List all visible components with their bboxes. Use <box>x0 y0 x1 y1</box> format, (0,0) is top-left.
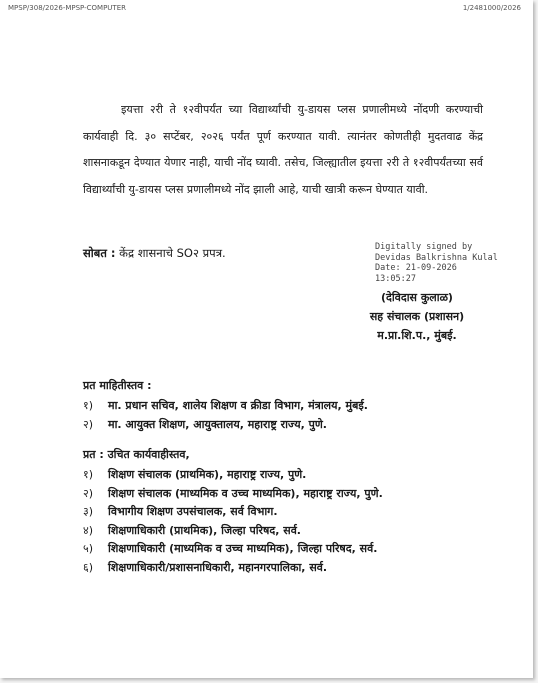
enclosure-line <box>83 246 226 261</box>
signature-line-4: 13:05:27 <box>375 273 416 284</box>
list-item-text: शिक्षण संचालक (प्राथमिक), महाराष्ट्र राज्य, पुणे. <box>108 468 307 481</box>
copy-action-title: प्रत : उचित कार्यवाहीस्तव, <box>83 448 190 461</box>
reference-number: MPSP/308/2026-MPSP-COMPUTER <box>8 4 126 12</box>
list-item-number: ४) <box>83 523 94 537</box>
list-item <box>83 416 368 435</box>
list-item-text: शिक्षण संचालक (माध्यमिक व उच्च माध्यमिक), महाराष्ट्र राज्य, पुणे. <box>108 486 383 500</box>
copy-info-title: प्रत माहितीस्तव : <box>83 379 152 392</box>
list-item <box>83 466 383 485</box>
list-item <box>83 522 383 541</box>
list-item <box>83 485 383 504</box>
signature-line-1: Digitally signed by <box>375 242 473 252</box>
enclosure-label: सोबत : <box>83 246 116 260</box>
list-item-number: १) <box>83 399 94 412</box>
list-item-number: ६) <box>83 560 94 574</box>
list-item <box>83 540 383 559</box>
copy-info-list <box>83 397 368 434</box>
signatory-designation: सह संचालक (प्रशासन) <box>369 310 465 323</box>
list-item-number: २) <box>83 486 94 500</box>
list-item-number: ५) <box>83 542 94 555</box>
list-item-text: मा. प्रधान सचिव, शालेय शिक्षण व क्रीडा विभाग, मंत्रालय, मुंबई. <box>108 399 368 412</box>
copy-action-list <box>83 466 383 577</box>
list-item-text: शिक्षणाधिकारी (प्राथमिक), जिल्हा परिषद, सर्व. <box>108 523 301 537</box>
list-item-number: २) <box>83 417 94 431</box>
list-item <box>83 397 368 416</box>
list-item <box>83 503 383 522</box>
list-item-number: ३) <box>83 505 94 518</box>
signatory-name: (देविदास कुलाळ) <box>381 291 453 304</box>
list-item <box>83 559 383 578</box>
signature-line-3: Date: 21-09-2026 <box>375 263 457 273</box>
digital-signature <box>375 242 498 284</box>
file-number: 1/2481000/2026 <box>462 4 521 12</box>
list-item-text: शिक्षणाधिकारी/प्रशासनाधिकारी, महानगरपालिका, सर्व. <box>108 560 328 574</box>
list-item-text: मा. आयुक्त शिक्षण, आयुक्तालय, महाराष्ट्र राज्य, पुणे. <box>108 417 327 431</box>
signature-line-2: Devidas Balkrishna Kulal <box>375 252 498 263</box>
enclosure-text: केंद्र शासनाचे SO२ प्रपत्र. <box>119 246 226 260</box>
body-paragraph: इयत्ता २री ते १२वीपर्यंत च्या विद्यार्थ्यांची यु-डायस प्लस प्रणालीमध्ये नोंदणी करण्याची कार्यवाही दि. ३० सप्टेंबर, २०२६ पर्यंत पूर्ण करण्यात यावी. त्यानंतर कोणतीही मुदतवाढ केंद्र शासनाकडून देण्यात येणार नाही, याची नोंद घ्यावी. तसेच, जिल्ह्यातील इयत्ता २री ते १२वीपर्यंतच्या सर्व विद्यार्थ्यांची यु-डायस प्लस प्रणालीमध्ये नोंद झाली आहे, याची खात्री करून घेण्यात यावी. <box>83 103 483 196</box>
list-item-text: शिक्षणाधिकारी (माध्यमिक व उच्च माध्यमिक), जिल्हा परिषद, सर्व. <box>108 542 378 555</box>
list-item-text: विभागीय शिक्षण उपसंचालक, सर्व विभाग. <box>108 505 278 518</box>
signatory-block <box>352 288 482 345</box>
signatory-office: म.प्रा.शि.प., मुंबई. <box>377 329 457 342</box>
list-item-number: १) <box>83 468 94 481</box>
